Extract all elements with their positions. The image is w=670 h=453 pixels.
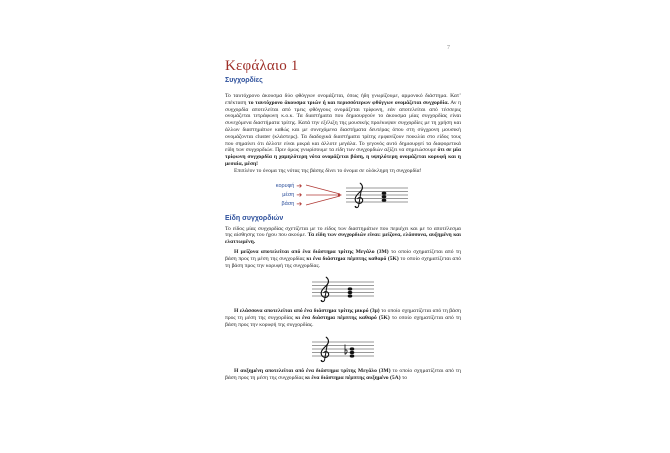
major-bold-1: Η μείζονα αποτελείται από ένα διάστημα τρίτης Μεγάλο (3Μ)	[234, 248, 389, 255]
augmented-bold-1: Η αυξημένη αποτελείται από ένα διάστημα τρίτης Μεγάλο (3Μ)	[234, 367, 391, 374]
augmented-text-2: το	[400, 374, 408, 381]
intro-bold-2: ότι σε μία τρίφωνη συγχορδία η χαμηλότερη νότα ονομάζεται βάση, η υψηλότερη ονομάζεται κορυφή και η μεσαία, μέση!	[225, 147, 461, 167]
label-row-top	[276, 182, 302, 190]
intro-bold-1: το ταυτόχρονο άκουσμα τριών ή και περισσότερων φθόγγων ονομάζεται συγχορδία.	[248, 99, 449, 106]
major-text-1: το οποίο σχηματίζεται από τη βάση προς τη μέση της συγχορδίας	[225, 248, 461, 262]
intro-note-paragraph: Επιπλέον το όνομα της νότας της βάσης δίνει το όνομα σε ολόκληρη τη συγχορδία!	[234, 167, 422, 174]
augmented-chord-paragraph	[225, 368, 461, 382]
treble-staff-with-chord	[344, 180, 410, 210]
treble-staff-with-chord	[310, 274, 376, 304]
chapter-title: Κεφάλαιο 1	[225, 58, 299, 74]
label-korifi: κορυφή	[275, 182, 295, 189]
minor-text-2: το οποίο σχηματίζεται από τη βάση προς την κορυφή της συγχορδίας.	[225, 315, 461, 328]
minor-bold-1: Η ελάσσονα αποτελείται από ένα διάστημα τρίτης μικρό (3μ)	[234, 308, 380, 315]
page-number: 7	[447, 45, 450, 51]
minor-bold-2: κι ένα διάστημα πέμπτης καθαρό (5Κ)	[295, 315, 390, 322]
major-text-2: το οποίο σχηματίζεται από τη βάση προς την κορυφή της συγχορδίας.	[225, 255, 461, 269]
treble-staff-with-chord-flat	[310, 334, 376, 364]
label-mesi: μέση	[282, 191, 295, 198]
major-chord-figure	[225, 274, 461, 304]
minor-chord-paragraph	[225, 308, 461, 328]
label-vasi: βάση	[281, 200, 295, 207]
right-arrow-icon: ➔	[296, 181, 303, 190]
intro-paragraph	[225, 93, 461, 168]
converging-lines	[305, 181, 343, 209]
augmented-bold-2: κι ένα διάστημα πέμπτης αυξημένο (5Α)	[305, 374, 401, 381]
book-page	[225, 45, 461, 381]
minor-chord-figure	[225, 334, 461, 364]
augmented-text-1: το οποίο σχηματίζεται από τη βάση προς τη μέση της συγχορδίας	[225, 367, 461, 381]
chapter-subtitle: Συγχορδίες	[225, 77, 263, 84]
right-arrow-icon: ➔	[296, 199, 303, 208]
label-row-bottom	[276, 200, 302, 208]
types-bold-1: Τα είδη των συγχορδιών είναι: μείζονα, ελάσσονα, αυξημένη και ελαττωμένη.	[225, 232, 461, 246]
types-text-1: Το είδος μίας συγχορδίας σχετίζεται με το είδος των διαστημάτων που περιέχει και με το αποτέλεσμα της αίσθησης του ήχου που ακούμε.	[225, 225, 461, 239]
right-arrow-icon: ➔	[296, 190, 303, 199]
chord-parts-figure	[225, 180, 461, 210]
minor-text-1: το οποίο σχηματίζεται από τη βάση προς τη μέση της συγχορδίας	[225, 308, 461, 322]
label-row-middle	[276, 191, 302, 199]
section-title: Είδη συγχορδιών	[225, 214, 284, 222]
chord-types-paragraph	[225, 226, 461, 246]
intro-text-1: Το ταυτόχρονο άκουσμα δύο φθόγγων ονομάζεται, όπως ήδη γνωρίζουμε, αρμονικό διάστημα. Κατ’ επέκταση	[225, 93, 461, 106]
major-bold-2: κι ένα διάστημα πέμπτης καθαρό (5Κ)	[306, 255, 399, 262]
chord-part-labels	[276, 182, 302, 208]
intro-text-2: Αν η συγχορδία αποτελείται από τρεις φθόγγους ονομάζεται τρίφωνη, εάν αποτελείται από τέσσερις ονομάζεται τετράφωνη κ.ο.κ. Τα διαστήματα που δημιουργούν το άκουσμα μίας συγχορδίας είναι συνεχόμενα διαστήματα τρίτης. Κατά την εξέλιξη της μουσικής προέκυψαν συγχορδίες με τη χρήση και άλλων διαστημάτων καθώς και με συνεχόμενα διαστήματα δευτέρας όπου στη σύγχρονη μουσική ονομάζονται cluster (κλάστερς). Τα διαδοχικά διαστήματα τρίτης εμφανίζουν ποικιλία στο είδος τους που σημαίνει ότι άλλοτε είναι μικρά και άλλοτε μεγάλα. Το γεγονός αυτό δημιουργεί τα διαφορετικά είδη των συγχορδιών. Πριν όμως γνωρίσουμε τα είδη των συγχορδιών αξίζει να σημειώσουμε	[225, 99, 461, 154]
major-chord-paragraph	[225, 249, 461, 269]
